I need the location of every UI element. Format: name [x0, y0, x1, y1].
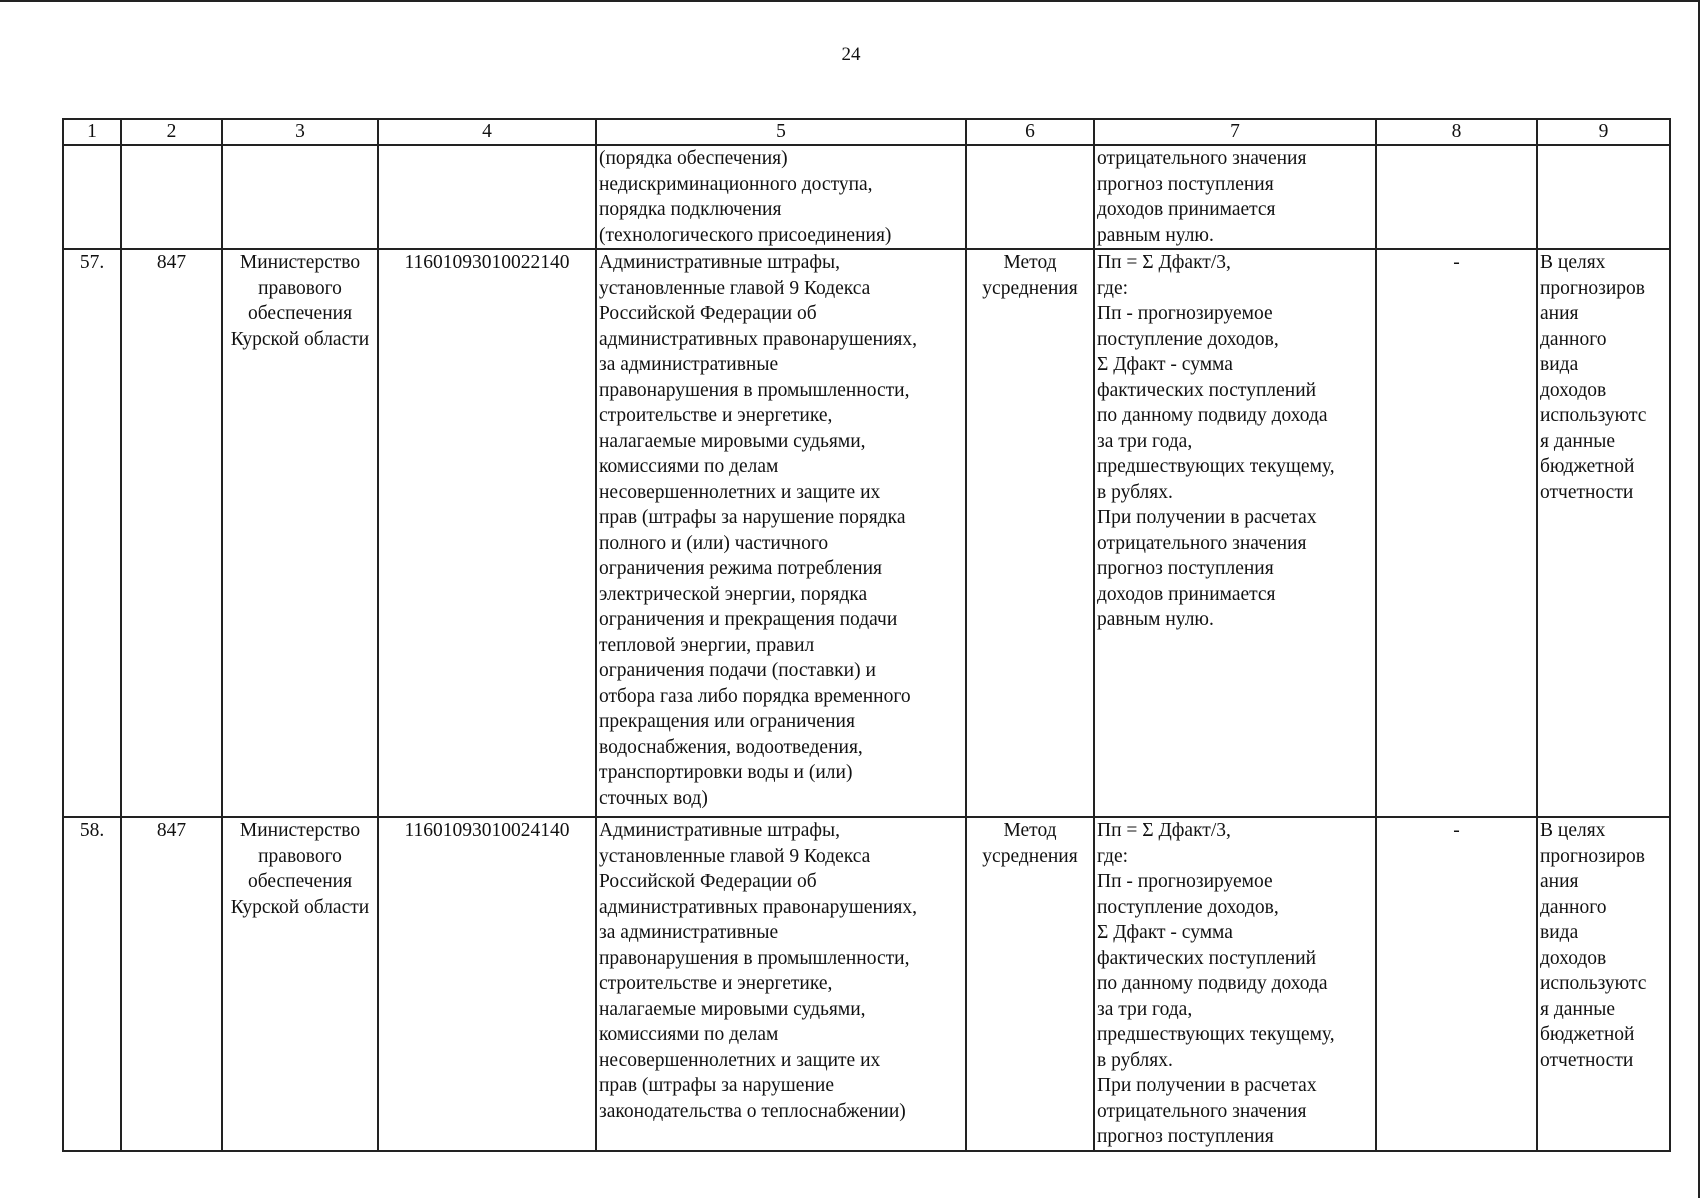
header-cell: 6 [966, 119, 1094, 145]
table-row [63, 249, 1670, 817]
formula-cell: Пп = Σ Дфакт/3, где: Пп - прогнозируемое поступление доходов, Σ Дфакт - сумма фактических поступлений по данному подвиду дохода за три года, предшествующих текущему, в рублях. При получении в расчетах отрицательного значения прогноз поступления [1094, 817, 1376, 1151]
col8-cell: - [1376, 249, 1537, 817]
header-cell: 1 [63, 119, 121, 145]
header-cell: 7 [1094, 119, 1376, 145]
organization-cell: Министерство правового обеспечения Курской области [222, 249, 378, 817]
kbk-code-cell: 11601093010022140 [378, 249, 596, 817]
header-cell: 4 [378, 119, 596, 145]
col8-cell: - [1376, 817, 1537, 1151]
kbk-code-cell: 11601093010024140 [378, 817, 596, 1151]
code-cell: 847 [121, 817, 222, 1151]
note-cell: В целях прогнозиров ания данного вида доходов используютс я данные бюджетной отчетности [1537, 249, 1670, 817]
organization-cell: Министерство правового обеспечения Курской области [222, 817, 378, 1151]
method-cell: Метод усреднения [966, 817, 1094, 1151]
description-cell: Административные штрафы, установленные главой 9 Кодекса Российской Федерации об административных правонарушениях, за административные правонарушения в промышленности, строительстве и энергетике, налагаемые мировыми судьями, комиссиями по делам несовершеннолетних и защите их прав (штрафы за нарушение порядка полного и (или) частичного ограничения режима потребления электрической энергии, порядка ограничения и прекращения подачи тепловой энергии, правил ограничения подачи (поставки) и отбора газа либо порядка временного прекращения или ограничения водоснабжения, водоотведения, транспортировки воды и (или) сточных вод) [596, 249, 966, 817]
table-row [63, 817, 1670, 1151]
code-cell: 847 [121, 249, 222, 817]
forecast-table [62, 118, 1671, 1152]
header-cell: 5 [596, 119, 966, 145]
header-cell: 3 [222, 119, 378, 145]
header-cell: 2 [121, 119, 222, 145]
table-header-row [63, 119, 1670, 145]
formula-cell: Пп = Σ Дфакт/3, где: Пп - прогнозируемое поступление доходов, Σ Дфакт - сумма фактических поступлений по данному подвиду дохода за три года, предшествующих текущему, в рублях. При получении в расчетах отрицательного значения прогноз поступления доходов принимается равным нулю. [1094, 249, 1376, 817]
page-number: 24 [841, 44, 861, 65]
method-cell: Метод усреднения [966, 249, 1094, 817]
description-cell: Административные штрафы, установленные главой 9 Кодекса Российской Федерации об административных правонарушениях, за административные правонарушения в промышленности, строительстве и энергетике, налагаемые мировыми судьями, комиссиями по делам несовершеннолетних и защите их прав (штрафы за нарушение законодательства о теплоснабжении) [596, 817, 966, 1151]
formula-cell: отрицательного значения прогноз поступления доходов принимается равным нулю. [1094, 145, 1376, 249]
description-cell: (порядка обеспечения) недискриминационного доступа, порядка подключения (технологического присоединения) [596, 145, 966, 249]
header-cell: 8 [1376, 119, 1537, 145]
note-cell: В целях прогнозиров ания данного вида доходов используютс я данные бюджетной отчетности [1537, 817, 1670, 1151]
row-number-cell: 57. [63, 249, 121, 817]
header-cell: 9 [1537, 119, 1670, 145]
row-number-cell: 58. [63, 817, 121, 1151]
table-row-continuation [63, 145, 1670, 249]
